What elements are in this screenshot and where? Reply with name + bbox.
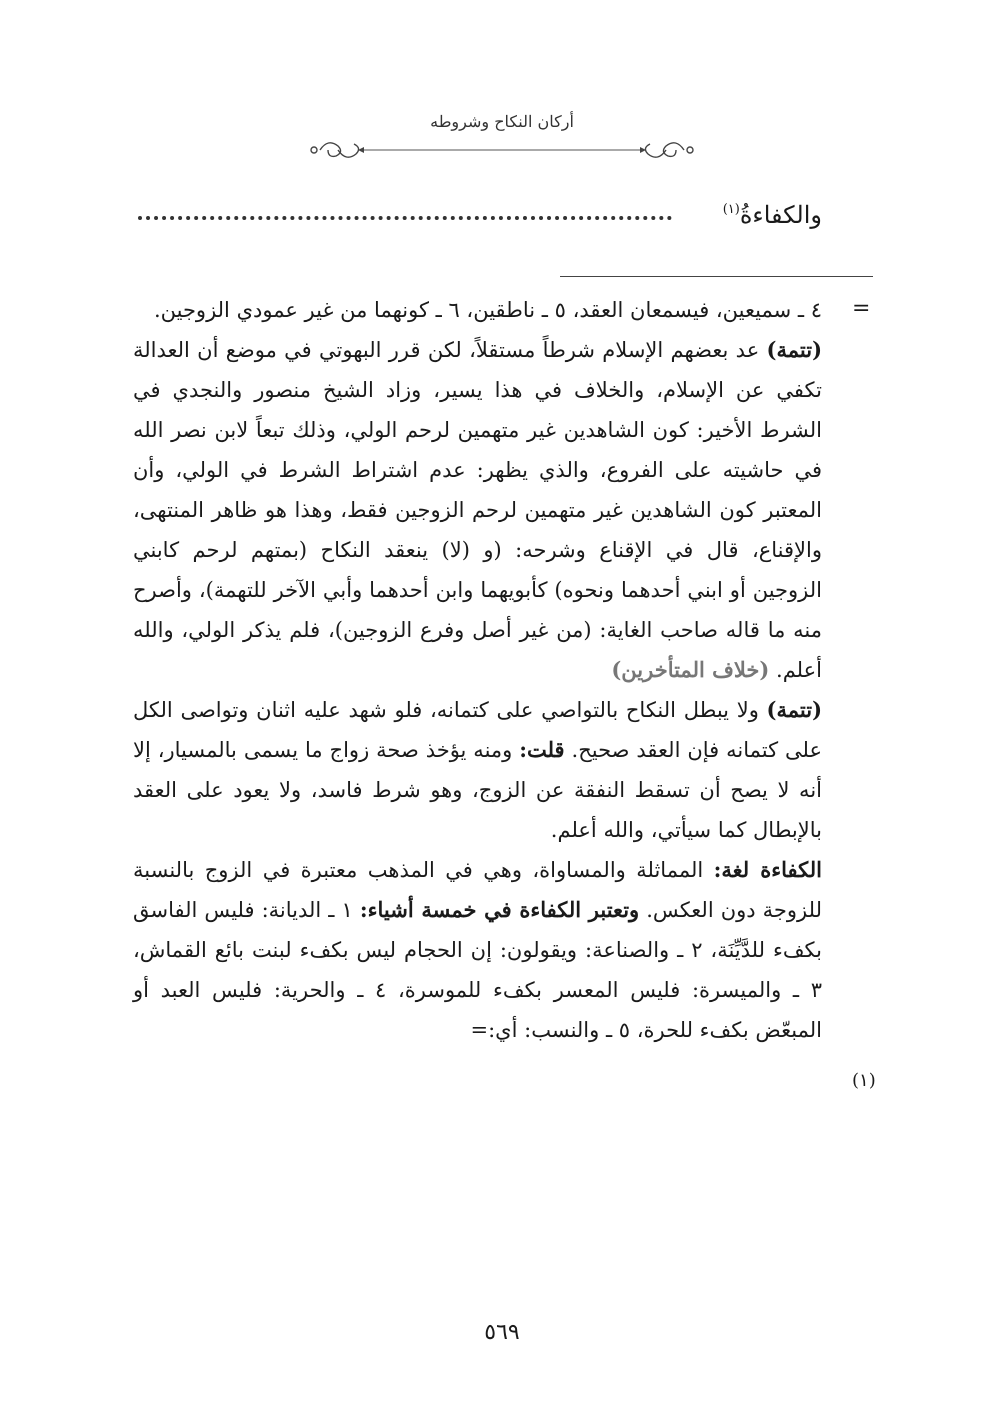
footnote-term: الكفاءة لغة: bbox=[713, 857, 822, 882]
tatimma-label: (تتمة) bbox=[766, 337, 822, 362]
footnote-reference: (١) bbox=[722, 202, 740, 217]
footnote-paragraph: (تتمة) عد بعضهم الإسلام شرطاً مستقلاً، لكن قرر البهوتي في موضع أن العدالة تكفي عن الإسلام، والخلاف في هذا يسير، وزاد الشيخ منصور والنجدي في الشرط الأخير: كون الشاهدين غير متهمين لرحم الولي، وذلك تبعاً لابن نصر الله في حاشيته على الفروع، والذي يظهر: عدم اشتراط الشرط في الولي، وأن المعتبر كون الشاهدين غير متهمين لرحم الزوجين فقط، وهذا هو ظاهر المنتهى، والإقناع، قال في الإقناع وشرحه: (و (لا) ينعقد النكاح (بمتهم لرحم كابني الزوجين أو ابني أحدهما ونحوه) كأبويهما وابن أحدهما وأبي الآخر للتهمة)، وأصرح منه ما قاله صاحب الغاية: (من غير أصل وفرع الزوجين)، فلم يذكر الولي، والله أعلم. (خلاف المتأخرين) bbox=[133, 337, 822, 682]
chapter-title: أركان النكاح وشروطه bbox=[430, 112, 574, 131]
continuation-marker: = bbox=[852, 296, 871, 321]
footnote-term: وتعتبر الكفاءة في خمسة أشياء: bbox=[359, 897, 640, 922]
running-header bbox=[300, 112, 704, 172]
footnote-number: (١) bbox=[852, 1070, 876, 1091]
footnote-1: الكفاءة لغة: المماثلة والمساواة، وهي في المذهب معتبرة في الزوج بالنسبة للزوجة دون العكس. وتعتبر الكفاءة في خمسة أشياء: ١ ـ الديانة: فليس الفاسق بكفء للدَّيِّنَة، ٢ ـ والصناعة: ويقولون: إن الحجام ليس بكفء لبنت بائع القماش، ٣ ـ والميسرة: فليس المعسر بكفء للموسرة، ٤ ـ والحرية: فليس العبد أو المبعّض بكفء للحرة، ٥ ـ والنسب: أي:= bbox=[133, 857, 822, 1042]
header-ornament-icon bbox=[300, 138, 704, 188]
footnote-paragraph: (تتمة) ولا يبطل النكاح بالتواصي على كتمانه، فلو شهد عليه اثنان وتواصى الكل على كتمانه فإن العقد صحيح. قلت: ومنه يؤخذ صحة زواج ما يسمى بالمسيار، إلا أنه لا يصح أن تسقط النفقة عن الزوج، وهو شرط فاسد، ولا يعود على العقد بالإبطال كما سيأتي، والله أعلم. bbox=[133, 697, 823, 842]
tatimma-label: (تتمة) bbox=[766, 697, 822, 722]
footnotes-area bbox=[133, 290, 822, 1050]
dotted-leader bbox=[138, 215, 672, 220]
page-number: ٥٦٩ bbox=[484, 1320, 520, 1345]
main-text: والكفاءةُ$^{(١)}$ bbox=[722, 201, 822, 229]
main-text-line bbox=[138, 195, 822, 245]
section-tag: (خلاف المتأخرين) bbox=[611, 657, 770, 682]
footnote-separator bbox=[560, 276, 873, 277]
footnote-paragraph: ٤ ـ سميعين، فيسمعان العقد، ٥ ـ ناطقين، ٦ ـ كونهما من غير عمودي الزوجين. bbox=[153, 298, 822, 322]
qult-label: قلت: bbox=[519, 737, 565, 762]
